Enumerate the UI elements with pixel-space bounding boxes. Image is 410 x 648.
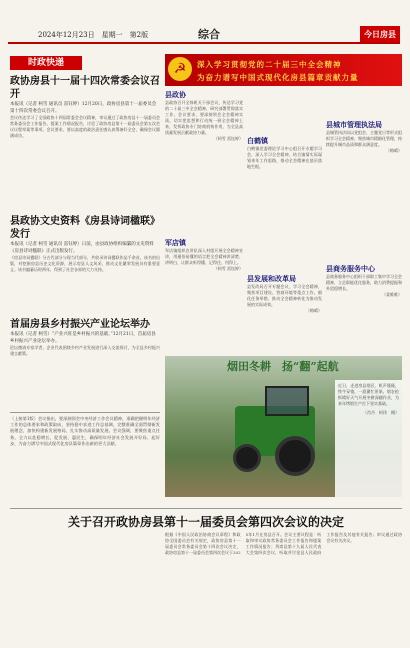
article-3-byline: 本报讯（记者 柯雪）“产业兴旺是乡村振兴的基础。”12月21日，首届房县乡村振兴产业论坛举办。 (10, 332, 156, 344)
news-kicker: 时政快递 (10, 56, 82, 70)
item-1-credit: （柯雪 雷钰婷） (213, 136, 243, 141)
banner-line-2: 为奋力谱写中国式现代化房县篇章贡献力量 (197, 73, 359, 82)
tractor-cabin (265, 386, 309, 416)
article-1-byline: 本报讯（记者 柯雪 通讯员 雷钰婷）12月20日，政协房县第十一届委员会第十四次常委会议召开。 (10, 102, 157, 114)
issue-date: 2024年12月23日 星期一 第2版 (38, 31, 149, 39)
item-2-heading: 白鹤镇 (247, 137, 268, 145)
item-junzhen (165, 238, 243, 356)
article-4 (10, 416, 160, 506)
decision-title: 关于召开政协房县第十一届委员会第四次会议的决定 (67, 515, 344, 529)
tractor-rear-wheel (275, 436, 315, 476)
item-3-credit: （柯雪 雷钰婷） (213, 266, 243, 271)
item-5-body: 县城管执法局以党组会、主题党日等形式组织学习全会精神，聚焦城市精细化管理，持续提升城市品质和群众满意度。 (326, 130, 402, 147)
divider (10, 412, 160, 413)
item-5-lead (326, 90, 402, 120)
article-2 (10, 215, 160, 315)
theme-banner (165, 54, 402, 86)
page-header (8, 28, 400, 44)
item-5-heading: 县城市管理执法局 (326, 121, 382, 129)
item-3-heading: 军店镇 (165, 239, 186, 247)
banner-line-1: 深入学习贯彻党的二十届三中全会精神 (197, 60, 342, 69)
item-4-heading: 县发展和改革局 (247, 275, 296, 283)
item-1-body: 县政协召开全体机关干部会议，传达学习党的二十届三中全会精神，研究部署贯彻落实工作。会议要求，要深刻领会全会精神实质，切实把思想和行动统一到全会精神上来，发挥政协专门协商机构作用，为全县高质量发展贡献政协力量。 (165, 100, 243, 135)
photo-caption-box (335, 380, 402, 497)
item-6-body: 县商务服务中心组织干部职工集中学习全会精神，立足职能优化服务，助力消费提振和外贸稳增长。 (326, 274, 402, 291)
item-county-cppcc (165, 90, 243, 235)
tractor-front-wheel (233, 444, 261, 472)
article-1-title: 政协房县十一届十四次常委会议召开 (10, 76, 160, 100)
item-4-body: 县发改局召开专题会议，学习全会精神，聚焦项目建设、营商环境等重点工作，细化任务举措，推动全会精神转化为推动发展的实际成效。 (247, 284, 322, 307)
article-1 (10, 75, 160, 205)
bottom-divider (10, 508, 402, 509)
article-2-byline: 本报讯（记者 柯雪 通讯员 雷钰婷）日前，由县政协组织编纂的文史资料《房县诗词楹联》正式出版发行。 (10, 242, 154, 254)
item-5-credit: （梅晴） (386, 148, 402, 153)
article-3-title: 首届房县乡村振兴产业论坛举办 (10, 319, 150, 330)
party-emblem-icon: ☭ (168, 57, 192, 81)
item-3-body: 军店镇组织宣讲队深入村组开展全会精神宣讲，用通俗易懂的语言把全会精神讲清楚、讲明白，让群众听得懂、记得住、用得上。 (165, 248, 243, 265)
photo-title: 烟田冬耕 扬“翻”起航 (227, 360, 339, 373)
article-3-body: 论坛邀请专家学者、企业代表围绕乡村产业发展进行深入交流探讨，为全县乡村振兴建言献策。 (10, 345, 160, 356)
item-commerce (326, 264, 402, 356)
article-2-body: 《房县诗词楹联》分古代部分与现当代部分，共收录诗词楹联作品千余首。该书的出版，对挖掘房县历史文化资源，展示房县人文风采，推动文化繁荣发展具有重要意义。该书编纂历时两年，得到了社会各界的大力支持。 (10, 255, 160, 272)
photo-credit: （肖丹 柯玮 摄） (363, 410, 399, 415)
article-2-title: 县政协文史资料《房县诗词楹联》发行 (10, 216, 160, 240)
article-1-body: 会议传达学习了全国政协十四届常委会会议精神，审议通过了政协房县十一届委员会常务委员会工作报告、提案工作情况报告，讨论了政协房县第十一届委员会第五次会议议程草案等事项。会议要求，要以高度的政治责任感认真筹备好全会，确保会议圆满成功。 (10, 115, 160, 138)
item-1-heading: 县政协 (165, 91, 186, 99)
item-urban-mgmt (326, 90, 402, 260)
section-title: 综合 (198, 28, 220, 41)
masthead-logo: 今日房县 (360, 26, 400, 42)
decision-body: 根据《中国人民政治协商会议章程》和政协全国委员会有关规定，政协房县第十一届委员会常务委员会第十四次会议决定，政协房县第十一届委员会第四次会议于2025年1月在房县召开。会议主要议程是：听取和审议政协常务委员会工作报告和提案工作情况报告；列席县第十九届人民代表大会第四次会议，听取并讨论县人民政府工作报告及其他有关报告；审议通过政协会议有关决议。 (165, 532, 402, 555)
item-baihe (247, 136, 322, 236)
item-4-credit: （梅晴） (306, 308, 322, 313)
item-2-body: 白鹤镇党委理论学习中心组召开专题学习会，深入学习全会精神，结合镇情实际谋划来年工作思路，推动全会精神在基层落地生根。 (247, 146, 322, 169)
article-3 (10, 318, 160, 410)
item-6-credit: （姜维维） (382, 292, 402, 297)
photo-note: 近日，走进房县烟区，机声隆隆，铁牛穿梭，一派繁忙景象。烟农抢抓晴好天气开展冬耕深翻作业，为来年烤烟生产打下坚实基础。 (338, 383, 399, 406)
decision-body-wrap (165, 532, 402, 632)
article-4-body: （上接第1版）会议指出，要深刻领会中央经济工作会议精神，准确把握明年经济工作的总体要求和政策取向，坚持稳中求进工作总基调，完整准确全面贯彻新发展理念，加快构建新发展格局，扎实推动高质量发展。会议强调，要聚焦重点任务，全力以赴稳增长、促发展、惠民生，确保明年经济社会发展开好局、起好步，为奋力谱写中国式现代化房县篇章作出新的更大贡献。 (10, 416, 160, 446)
item-6-heading: 县商务服务中心 (326, 265, 375, 273)
item-ndrc (247, 274, 322, 356)
